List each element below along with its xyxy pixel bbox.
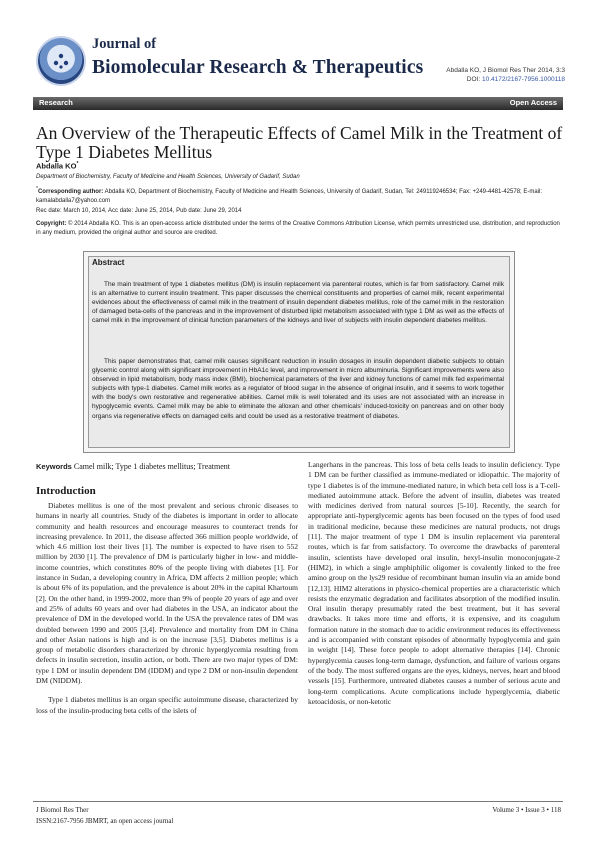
author-text: Abdalla KO [36, 161, 77, 171]
copyright-notice [36, 220, 564, 237]
journal-name: Biomolecular Research & Therapeutics [92, 57, 424, 78]
abstract-heading: Abstract [92, 258, 125, 267]
left-column [36, 501, 298, 716]
affiliation: Department of Biochemistry, Faculty of Medicine and Health Sciences, University of Gadarif, Sudan [36, 174, 300, 180]
footer-volume-issue: Volume 3 • Issue 3 • 118 [492, 806, 561, 814]
footer-divider [33, 801, 563, 802]
copyright-label: Copyright: [36, 221, 67, 227]
corr-label: Corresponding author: [37, 189, 104, 195]
article-type-label: Research [39, 98, 73, 107]
footer-issn: ISSN:2167-7956 JBMRT, an open access journal [36, 817, 174, 825]
intro-paragraph-1: Diabetes mellitus is one of the most prevalent and serious chronic diseases to humans in nearly all countries. Study of the diabetes is important in order to allocate community and health resources and encourage measures to counteract trends for increasing prevalence. In 2011, the disease affected 366 million people worldwide, of which 4.6 million lost their lives [1]. The number is expected to have risen to 552 million by 2030 [1]. The prevalence of DM is particularly higher in low- and middle-income countries, which constitutes 80% of the people living with diabetes [1]. For instance in Sudan, a developing country in Africa, DM affects 2 million people; which is about 6% of its population, and the prevalence is about 20% in the capital Khartoum [2]. On the other hand, in 1999-2002, more than 9% of people 20 years of age and over and 25% of adults 60 years and over had diabetes in the USA, an indicator about the prevalence of DM in the developed world. In the USA the prevalence rates of DM was doubled between 1990 and 2005 [3,4]. Prevalence and mortality from DM in China and other Asian nations is high and is on the increase [3,5]. Diabetes mellitus is a group of metabolic disorders characterized by chronic hyperglycemia resulting from defects in insulin secretion, insulin action, or both. There are two major types of DM: type 1 DM or insulin dependent DM (IDDM) and type 2 DM or non-insulin dependent DM (NIDDM). [36, 501, 298, 686]
right-column [308, 460, 560, 707]
footer-journal-abbrev: J Biomol Res Ther [36, 806, 89, 814]
article-dates: Rec date: March 10, 2014, Acc date: June 25, 2014, Pub date: June 29, 2014 [36, 208, 242, 214]
author-mark: * [76, 161, 79, 167]
doi-link[interactable]: 10.4172/2167-7956.1000118 [481, 75, 565, 83]
open-access-label: Open Access [509, 98, 557, 107]
article-type-band [33, 97, 563, 110]
keywords-line [36, 462, 298, 472]
copyright-text: © 2014 Abdalla KO. This is an open-access article distributed under the terms of the Creative Commons Attribution License, which permits unrestricted use, distribution, and reproduction in any medium, provided the original author and source are credited. [36, 221, 560, 236]
corresponding-author [36, 185, 564, 205]
author-name [36, 161, 78, 171]
corr-mark: * [36, 186, 38, 192]
keywords-label: Keywords [36, 462, 72, 471]
article-title: An Overview of the Therapeutic Effects of Camel Milk in the Treatment of Type 1 Diabetes Mellitus [36, 123, 563, 162]
intro-paragraph-3: Langerhans in the pancreas. This loss of beta cells leads to insulin deficiency. Type 1 DM can be further classified as immune-mediated or idiopathic. The majority of type 1 diabetes is of the immune-mediated nature, in which beta cell loss is a T-cell-mediated autoimmune attack. Before the advent of insulin, diabetes was treated with medicines derived from natural sources [5-10]. Recently, the search for appropriate anti-hyperglycemic agents has been focused on the types of food used in traditional medicine, because these medicines are natural products, not drugs [11]. The major treatment of type 1 DM is insulin replacement via parenteral routes, which is far from satisfactory. To overcome the drawbacks of parenteral insulin, scientists have developed oral insulin, hexyl-insulin monoconjugate-2 (HIM2), in which a single amphiphilic oligomer is covalently linked to the free amino group on the lys29 residue of recombinant human insulin via an amide bond [12,13]. HIM2 alterations in physico-chemical properties are a characteristic which resists the enzymatic degradation and facilitates absorption of the modified insulin. Oral insulin therapy presumably rated the best treatment, but it has several drawbacks. It takes more time and efforts, it is expensive, and its coagulum formation nature in the stomach due to acidic environment reduces its effectiveness and is accompanied with constant episodes of abnormally hypoglycemia and gain in weight [14]. These force people to adopt alternative therapies [14]. Chronic hyperglycemia causes long-term damage, dysfunction, and failure of various organs of the body. The most suffered organs are the eyes, kidneys, nerves, heart and blood vessels [15]. Furthermore, untreated diabetes causes a number of serious acute and long-term complications. Acute complications include hyperglycemia, diabetic ketoacidosis, or non-ketotic [308, 460, 561, 706]
journal-logo-mark-icon [52, 52, 70, 70]
journal-of-label: Journal of [92, 36, 157, 52]
citation-block [446, 67, 565, 84]
abstract-paragraph-1: The main treatment of type 1 diabetes mellitus (DM) is insulin replacement via parenteral routes, which is far from satisfactory. Camel milk is an alternative to current insulin treatment. This paper discusses the chemical constituents and properties of camel milk, recent experimental evidences about the effectiveness of camel milk in the treatment of insulin dependent diabetes mellitus, role of the camel milk in the restoration of damaged beta-cells of the pancreas and in the improvement of disturbed lipid metabolism associated with type 1 DM as well as the effects of camel milk in the improvement of clinical function parameters of the kidneys and liver of subjects with insulin dependent diabetes mellitus. [92, 281, 504, 325]
abstract-paragraph-2: This paper demonstrates that, camel milk causes significant reduction in insulin dosages in insulin dependent diabetic subjects to obtain glycemic control along with significant improvement in HbA1c level, and improvement in micro albuminuria. Significant improvements were also observed in lipid metabolism, body mass index (BMI), biochemical parameters of the liver and kidney functions of camel milk fed experimental subjects with type-1 diabetes. Camel milk works as a regulator of blood sugar in the absence of original insulin, and it seems to work together with the body's own restorative and regenerative abilities. Camel milk is well tolerated and its uses are not associated with an increase in hypoglycemic events. Camel milk may be able to eliminate the alloxan and other chemicals' induced-toxicity on pancreas and on other body organs via regenerative effects on damaged cells and could be used as a restorative treatment of diabetes. [92, 358, 504, 420]
keywords-text: Camel milk; Type 1 diabetes mellitus; Treatment [71, 462, 231, 471]
corr-text: Abdalla KO, Department of Biochemistry, Faculty of Medicine and Health Sciences, University of Gadarif, Sudan, Tel: 249119246534; Fax: +249-4481-42578; E-mail: kamalabdalla7@yahoo.com [36, 189, 543, 204]
citation-text: Abdalla KO, J Biomol Res Ther 2014, 3:3 [446, 67, 565, 74]
intro-paragraph-2: Type 1 diabetes mellitus is an organ specific autoimmune disease, characterized by loss of the insulin-producing beta cells of the islets of [36, 695, 298, 715]
doi-label: DOI: [466, 75, 481, 83]
introduction-heading: Introduction [36, 485, 96, 497]
